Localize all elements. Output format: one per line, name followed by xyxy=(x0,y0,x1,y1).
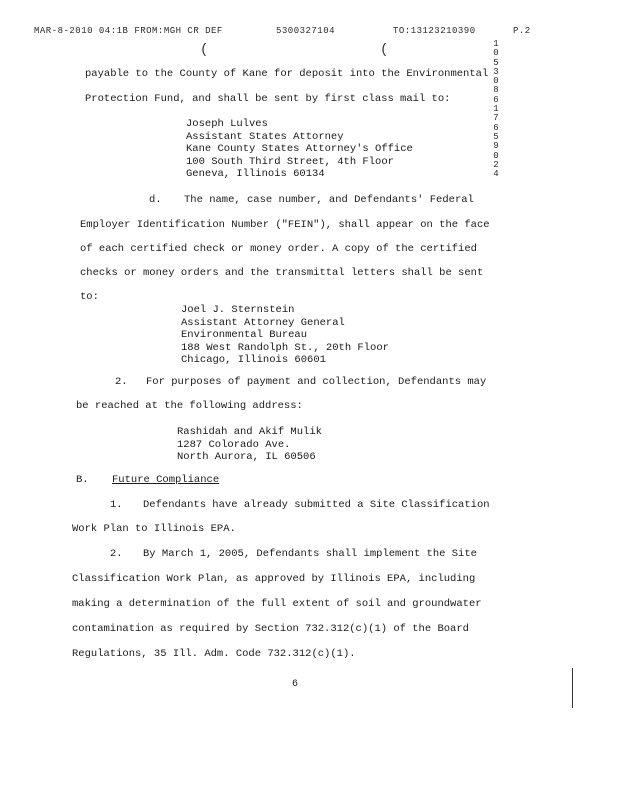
stamp-digit: 7 xyxy=(493,113,499,124)
address-block-lulves xyxy=(186,118,413,181)
paragraph-label: 2. xyxy=(115,376,128,388)
stamp-digit: 6 xyxy=(493,94,499,105)
address-line: Chicago, Illinois 60601 xyxy=(181,354,326,366)
text-line: to: xyxy=(80,291,99,303)
fax-from-number: 5300327104 xyxy=(276,26,336,36)
text-line: making a determination of the full extent of soil and groundwater xyxy=(72,598,482,610)
text-line: Classification Work Plan, as approved by Illinois EPA, including xyxy=(72,573,476,585)
text-line: Defendants have already submitted a Site Classification xyxy=(143,499,490,511)
text-line: Regulations, 35 Ill. Adm. Code 732.312(c)(1). xyxy=(72,648,356,660)
fax-date-time: MAR-8-2010 04:1B FROM:MGH CR DEF xyxy=(34,26,223,36)
stamp-digit: 2 xyxy=(493,159,499,170)
fax-page-number: P.2 xyxy=(513,26,531,36)
scan-mark-left: ( xyxy=(200,42,209,58)
margin-line xyxy=(572,668,573,708)
address-line: Assistant States Attorney xyxy=(186,130,344,143)
text-line: The name, case number, and Defendants' Federal xyxy=(184,194,474,206)
text-line: Employer Identification Number ("FEIN"), shall appear on the face xyxy=(80,219,490,231)
stamp-digit: 8 xyxy=(493,85,499,96)
stamp-digit: 5 xyxy=(493,131,499,142)
text-line: payable to the County of Kane for deposit into the Environmental xyxy=(85,68,489,80)
document-number-stamp xyxy=(489,40,503,179)
stamp-digit: 6 xyxy=(493,122,499,133)
stamp-digit: 3 xyxy=(493,66,499,77)
stamp-digit: 4 xyxy=(493,169,499,180)
stamp-digit: 5 xyxy=(493,57,499,68)
address-line: North Aurora, IL 60506 xyxy=(177,451,316,463)
address-line: Joel J. Sternstein xyxy=(181,304,295,316)
address-line: Rashidah and Akif Mulik xyxy=(177,426,322,438)
address-block-mulik xyxy=(177,426,322,464)
address-line: Kane County States Attorney's Office xyxy=(186,143,413,155)
text-line: By March 1, 2005, Defendants shall implement the Site xyxy=(143,548,477,560)
address-line: 188 West Randolph St., 20th Floor xyxy=(181,341,389,354)
section-heading: Future Compliance xyxy=(112,474,220,486)
stamp-digit: 9 xyxy=(493,141,499,152)
stamp-digit: 1 xyxy=(493,39,499,49)
text-line: contamination as required by Section 732.312(c)(1) of the Board xyxy=(72,623,469,635)
address-block-sternstein xyxy=(181,304,389,367)
paragraph-label: d. xyxy=(149,194,162,206)
text-line: of each certified check or money order. A copy of the certified xyxy=(80,243,477,255)
address-line: Environmental Bureau xyxy=(181,329,308,341)
stamp-digit: 0 xyxy=(493,76,499,87)
text-line: checks or money orders and the transmittal letters shall be sent xyxy=(80,267,484,279)
address-line: 1287 Colorado Ave. xyxy=(177,438,291,451)
fax-to-number: TO:13123210390 xyxy=(393,26,476,36)
text-line: Protection Fund, and shall be sent by first class mail to: xyxy=(85,93,451,105)
scan-mark-right: ( xyxy=(380,42,389,58)
paragraph-label: 1. xyxy=(110,499,123,511)
stamp-digit: 0 xyxy=(493,150,499,161)
address-line: Geneva, Illinois 60134 xyxy=(186,168,325,180)
address-line: Assistant Attorney General xyxy=(181,316,345,329)
text-line: Work Plan to Illinois EPA. xyxy=(72,523,236,535)
page-number: 6 xyxy=(292,679,299,690)
address-line: Joseph Lulves xyxy=(186,118,268,130)
text-line: For purposes of payment and collection, Defendants may xyxy=(146,376,487,388)
text-line: be reached at the following address: xyxy=(76,400,303,412)
section-label: B. xyxy=(76,474,89,486)
stamp-digit: 1 xyxy=(493,104,499,115)
address-line: 100 South Third Street, 4th Floor xyxy=(186,155,394,168)
stamp-digit: 0 xyxy=(493,48,499,59)
paragraph-label: 2. xyxy=(110,548,123,560)
